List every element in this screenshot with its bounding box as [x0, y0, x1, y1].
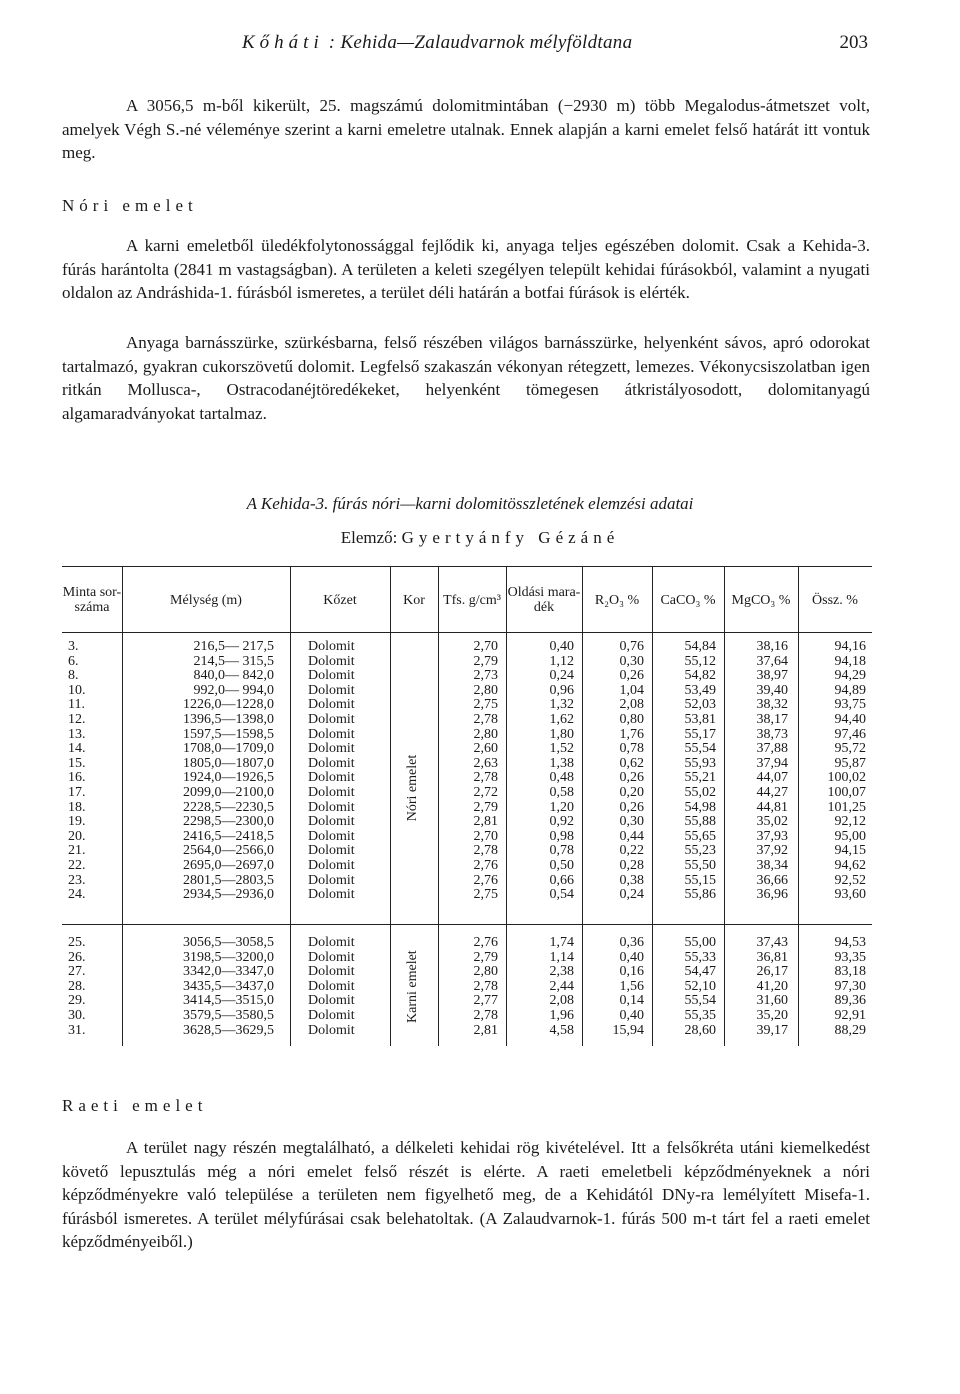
table-cell-depth: 2228,5—2230,5 — [183, 799, 274, 815]
table-cell-r2o3: 1,76 — [619, 726, 644, 742]
table-cell-rock: Dolomit — [308, 668, 355, 684]
table-cell-depth: 1597,5—1598,5 — [183, 726, 274, 742]
table-cell-caco3: 55,15 — [684, 872, 716, 888]
table-cell-density: 2,79 — [473, 949, 498, 965]
table-cell-rock: Dolomit — [308, 639, 355, 654]
table-cell-total: 89,36 — [834, 993, 866, 1009]
table-cell-depth: 1708,0—1709,0 — [183, 741, 274, 757]
table-cell-residue: 0,98 — [549, 828, 574, 844]
table-cell-mgco3: 38,97 — [756, 668, 788, 684]
table-cell-sample-number: 28. — [68, 978, 86, 994]
table-cell-density: 2,70 — [473, 639, 498, 654]
table-cell-caco3: 54,47 — [684, 964, 716, 980]
table-cell-residue: 4,58 — [549, 1022, 574, 1038]
table-top-rule — [62, 566, 872, 567]
table-cell-sample-number: 19. — [68, 814, 86, 830]
table-cell-mgco3: 36,81 — [756, 949, 788, 965]
table-cell-caco3: 55,17 — [684, 726, 716, 742]
column-mgco3 — [724, 640, 788, 903]
nori-paragraph-1 — [62, 234, 870, 305]
header-minta: Minta sor-száma — [62, 585, 122, 615]
table-cell-sample-number: 20. — [68, 828, 86, 844]
table-cell-sample-number: 18. — [68, 799, 86, 815]
table-cell-sample-number: 10. — [68, 682, 86, 698]
table-cell-density: 2,73 — [473, 668, 498, 684]
table-cell-rock: Dolomit — [308, 1022, 355, 1038]
table-cell-caco3: 55,65 — [684, 828, 716, 844]
table-cell-density: 2,76 — [473, 935, 498, 950]
table-cell-total: 94,62 — [834, 857, 866, 873]
table-cell-density: 2,75 — [473, 887, 498, 903]
table-cell-rock: Dolomit — [308, 814, 355, 830]
table-analyst — [0, 528, 960, 548]
table-cell-residue: 0,40 — [549, 639, 574, 654]
table-cell-r2o3: 0,22 — [619, 843, 644, 859]
table-cell-caco3: 54,84 — [684, 639, 716, 654]
table-cell-rock: Dolomit — [308, 726, 355, 742]
table-cell-caco3: 54,82 — [684, 668, 716, 684]
table-cell-depth: 216,5— 217,5 — [193, 639, 274, 654]
table-cell-rock: Dolomit — [308, 857, 355, 873]
table-title — [0, 494, 960, 514]
table-cell-sample-number: 27. — [68, 964, 86, 980]
table-cell-rock: Dolomit — [308, 978, 355, 994]
table-cell-total: 100,02 — [827, 770, 866, 786]
table-cell-residue: 1,74 — [549, 935, 574, 950]
table-cell-total: 94,16 — [834, 639, 866, 654]
table-cell-depth: 2099,0—2100,0 — [183, 784, 274, 800]
table-cell-total: 93,35 — [834, 949, 866, 965]
table-cell-density: 2,79 — [473, 799, 498, 815]
table-cell-r2o3: 0,40 — [619, 949, 644, 965]
analyst-label: Elemző: — [340, 528, 402, 547]
table-cell-rock: Dolomit — [308, 682, 355, 698]
table-cell-residue: 1,62 — [549, 711, 574, 727]
table-cell-total: 94,18 — [834, 653, 866, 669]
table-cell-density: 2,78 — [473, 1007, 498, 1023]
table-cell-rock: Dolomit — [308, 1007, 355, 1023]
table-cell-mgco3: 35,02 — [756, 814, 788, 830]
analyst-name: Gyertyánfy Gézáné — [401, 528, 620, 547]
table-cell-caco3: 55,86 — [684, 887, 716, 903]
table-cell-depth: 3628,5—3629,5 — [183, 1022, 274, 1038]
table-cell-mgco3: 35,20 — [756, 1007, 788, 1023]
column-rock — [308, 640, 388, 903]
nori-paragraph-1-text: A karni emeletből üledékfolytonossággal fejlődik ki, anyaga teljes egészében dolomit. Csak a Kehida-3. fúrás harántolta (2841 m vastagságban). A területen a keleti szegélyen települt kehidai fúrásokból, valamint a nyugati oldalon az Andráshida-1. fúrásból ismeretes, a terület déli határán a botfai fúrások is elérték. — [62, 236, 870, 302]
table-cell-depth: 3435,5—3437,0 — [183, 978, 274, 994]
table-cell-density: 2,78 — [473, 711, 498, 727]
table-cell-caco3: 55,35 — [684, 1007, 716, 1023]
table-cell-density: 2,81 — [473, 1022, 498, 1038]
table-cell-sample-number: 25. — [68, 935, 86, 950]
table-cell-sample-number: 24. — [68, 887, 86, 903]
table-cell-residue: 0,96 — [549, 682, 574, 698]
table-group-rule — [62, 924, 872, 925]
table-cell-total: 101,25 — [827, 799, 866, 815]
table-cell-density: 2,70 — [473, 828, 498, 844]
table-cell-residue: 1,96 — [549, 1007, 574, 1023]
table-cell-rock: Dolomit — [308, 993, 355, 1009]
table-cell-r2o3: 1,04 — [619, 682, 644, 698]
header-mgco3: MgCO₃ % — [731, 592, 791, 608]
table-cell-mgco3: 44,27 — [756, 784, 788, 800]
table-cell-density: 2,63 — [473, 755, 498, 771]
table-cell-residue: 0,54 — [549, 887, 574, 903]
table-cell-sample-number: 26. — [68, 949, 86, 965]
table-cell-caco3: 55,93 — [684, 755, 716, 771]
header-kor: Kor — [403, 592, 425, 608]
table-cell-rock: Dolomit — [308, 741, 355, 757]
intro-paragraph — [62, 94, 870, 165]
table-cell-mgco3: 44,81 — [756, 799, 788, 815]
table-cell-depth: 3579,5—3580,5 — [183, 1007, 274, 1023]
col-divider — [290, 566, 291, 1046]
header-ossz: Össz. % — [812, 592, 858, 608]
table-cell-total: 88,29 — [834, 1022, 866, 1038]
table-cell-mgco3: 31,60 — [756, 993, 788, 1009]
column-total — [798, 640, 866, 903]
table-cell-sample-number: 15. — [68, 755, 86, 771]
header-tfs: Tfs. g/cm³ — [443, 592, 501, 608]
table-cell-total: 92,52 — [834, 872, 866, 888]
table-cell-r2o3: 0,26 — [619, 770, 644, 786]
table-cell-mgco3: 41,20 — [756, 978, 788, 994]
header-r2o3: R₂O₃ % — [594, 592, 640, 608]
group-label-karni: Karni emelet — [405, 950, 420, 1023]
table-cell-mgco3: 39,17 — [756, 1022, 788, 1038]
table-cell-sample-number: 13. — [68, 726, 86, 742]
table-cell-residue: 1,20 — [549, 799, 574, 815]
table-cell-r2o3: 0,44 — [619, 828, 644, 844]
table-cell-r2o3: 0,78 — [619, 741, 644, 757]
table-cell-depth: 214,5— 315,5 — [193, 653, 274, 669]
table-cell-density: 2,78 — [473, 843, 498, 859]
table-header-rule — [62, 632, 872, 633]
column-residue — [506, 936, 574, 1038]
table-cell-rock: Dolomit — [308, 799, 355, 815]
table-cell-depth: 3414,5—3515,0 — [183, 993, 274, 1009]
running-title-text: : Kehida—Zalaudvarnok mélyföldtana — [323, 32, 633, 53]
column-sample-number — [68, 936, 118, 1038]
header-oldasi: Oldási mara-dék — [507, 585, 581, 615]
column-depth — [144, 640, 274, 903]
table-cell-residue: 0,66 — [549, 872, 574, 888]
table-cell-caco3: 54,98 — [684, 799, 716, 815]
table-cell-rock: Dolomit — [308, 949, 355, 965]
table-cell-density: 2,76 — [473, 872, 498, 888]
table-cell-rock: Dolomit — [308, 935, 355, 950]
table-cell-total: 97,46 — [834, 726, 866, 742]
table-cell-mgco3: 36,96 — [756, 887, 788, 903]
table-cell-residue: 0,48 — [549, 770, 574, 786]
running-header — [62, 30, 870, 60]
table-cell-rock: Dolomit — [308, 755, 355, 771]
analysis-table — [62, 566, 872, 1046]
table-cell-r2o3: 0,20 — [619, 784, 644, 800]
table-cell-r2o3: 0,26 — [619, 799, 644, 815]
table-cell-density: 2,80 — [473, 726, 498, 742]
table-cell-depth: 992,0— 994,0 — [193, 682, 274, 698]
table-cell-caco3: 55,54 — [684, 993, 716, 1009]
table-cell-caco3: 55,23 — [684, 843, 716, 859]
table-cell-r2o3: 15,94 — [612, 1022, 644, 1038]
column-mgco3 — [724, 936, 788, 1038]
table-title-text: A Kehida-3. fúrás nóri—karni dolomitösszletének elemzési adatai — [246, 494, 694, 513]
table-cell-mgco3: 37,93 — [756, 828, 788, 844]
col-divider — [390, 566, 391, 1046]
table-cell-sample-number: 6. — [68, 653, 79, 669]
table-cell-mgco3: 37,88 — [756, 741, 788, 757]
table-cell-sample-number: 29. — [68, 993, 86, 1009]
table-cell-density: 2,81 — [473, 814, 498, 830]
raeti-paragraph — [62, 1136, 870, 1254]
table-cell-caco3: 55,02 — [684, 784, 716, 800]
table-cell-mgco3: 38,32 — [756, 697, 788, 713]
table-cell-r2o3: 0,80 — [619, 711, 644, 727]
table-cell-residue: 2,44 — [549, 978, 574, 994]
nori-heading: Nóri emelet — [62, 196, 198, 215]
table-cell-depth: 2416,5—2418,5 — [183, 828, 274, 844]
table-cell-mgco3: 37,94 — [756, 755, 788, 771]
table-cell-rock: Dolomit — [308, 784, 355, 800]
table-cell-depth: 2298,5—2300,0 — [183, 814, 274, 830]
table-cell-depth: 2801,5—2803,5 — [183, 872, 274, 888]
table-cell-sample-number: 30. — [68, 1007, 86, 1023]
table-cell-sample-number: 17. — [68, 784, 86, 800]
table-cell-total: 93,60 — [834, 887, 866, 903]
table-cell-total: 94,53 — [834, 935, 866, 950]
table-cell-rock: Dolomit — [308, 711, 355, 727]
column-r2o3 — [582, 640, 644, 903]
table-cell-sample-number: 31. — [68, 1022, 86, 1038]
table-cell-r2o3: 2,08 — [619, 697, 644, 713]
table-cell-sample-number: 14. — [68, 741, 86, 757]
table-cell-mgco3: 38,16 — [756, 639, 788, 654]
table-cell-sample-number: 12. — [68, 711, 86, 727]
table-cell-mgco3: 38,73 — [756, 726, 788, 742]
table-cell-total: 95,00 — [834, 828, 866, 844]
column-density — [438, 640, 498, 903]
table-cell-residue: 0,58 — [549, 784, 574, 800]
table-cell-residue: 2,38 — [549, 964, 574, 980]
table-cell-caco3: 55,21 — [684, 770, 716, 786]
column-depth — [144, 936, 274, 1038]
header-kozet: Kőzet — [323, 592, 357, 608]
table-cell-depth: 2695,0—2697,0 — [183, 857, 274, 873]
table-cell-density: 2,78 — [473, 978, 498, 994]
table-cell-r2o3: 0,24 — [619, 887, 644, 903]
table-cell-total: 94,40 — [834, 711, 866, 727]
table-cell-mgco3: 37,64 — [756, 653, 788, 669]
table-cell-depth: 2564,0—2566,0 — [183, 843, 274, 859]
table-cell-r2o3: 0,38 — [619, 872, 644, 888]
table-cell-depth: 2934,5—2936,0 — [183, 887, 274, 903]
table-cell-depth: 1226,0—1228,0 — [183, 697, 274, 713]
page-number: 203 — [839, 32, 868, 53]
table-cell-depth: 3056,5—3058,5 — [183, 935, 274, 950]
table-cell-caco3: 53,49 — [684, 682, 716, 698]
table-cell-residue: 1,80 — [549, 726, 574, 742]
table-cell-total: 95,87 — [834, 755, 866, 771]
table-cell-depth: 1805,0—1807,0 — [183, 755, 274, 771]
table-cell-total: 94,89 — [834, 682, 866, 698]
table-cell-density: 2,80 — [473, 964, 498, 980]
table-cell-residue: 0,50 — [549, 857, 574, 873]
table-cell-residue: 0,24 — [549, 668, 574, 684]
table-cell-density: 2,78 — [473, 770, 498, 786]
table-cell-rock: Dolomit — [308, 843, 355, 859]
table-cell-rock: Dolomit — [308, 697, 355, 713]
table-cell-sample-number: 23. — [68, 872, 86, 888]
table-cell-density: 2,72 — [473, 784, 498, 800]
table-cell-sample-number: 11. — [68, 697, 85, 713]
table-cell-depth: 3342,0—3347,0 — [183, 964, 274, 980]
table-cell-rock: Dolomit — [308, 653, 355, 669]
table-cell-density: 2,76 — [473, 857, 498, 873]
table-cell-density: 2,60 — [473, 741, 498, 757]
table-cell-caco3: 52,03 — [684, 697, 716, 713]
table-cell-caco3: 28,60 — [684, 1022, 716, 1038]
running-title-author: Kőháti — [242, 32, 324, 53]
table-cell-r2o3: 0,16 — [619, 964, 644, 980]
nori-paragraph-2-text: Anyaga barnásszürke, szürkésbarna, felső részében világos barnásszürke, helyenként sávos, apró odorokat tartalmazó, gyakran cukorszövetű dolomit. Legfelső szakaszán vékonyan rétegzett, lemezes. Vékonycsiszolatban igen ritkán Mollusca-, Ostracodanéjtöredékeket, helyenként tömegesen átkristályosodott, dolomitanyagú algamaradványokat tartalmaz. — [62, 333, 870, 423]
table-cell-mgco3: 37,92 — [756, 843, 788, 859]
table-cell-caco3: 55,00 — [684, 935, 716, 950]
column-residue — [506, 640, 574, 903]
table-cell-mgco3: 38,34 — [756, 857, 788, 873]
table-cell-mgco3: 44,07 — [756, 770, 788, 786]
table-cell-residue: 0,92 — [549, 814, 574, 830]
column-caco3 — [652, 640, 716, 903]
table-cell-sample-number: 3. — [68, 639, 79, 654]
table-cell-caco3: 55,88 — [684, 814, 716, 830]
table-cell-caco3: 55,54 — [684, 741, 716, 757]
table-cell-total: 93,75 — [834, 697, 866, 713]
table-cell-caco3: 52,10 — [684, 978, 716, 994]
table-cell-density: 2,80 — [473, 682, 498, 698]
table-cell-caco3: 55,12 — [684, 653, 716, 669]
table-cell-residue: 1,52 — [549, 741, 574, 757]
table-cell-mgco3: 38,17 — [756, 711, 788, 727]
table-cell-sample-number: 16. — [68, 770, 86, 786]
table-cell-r2o3: 0,14 — [619, 993, 644, 1009]
table-cell-density: 2,77 — [473, 993, 498, 1009]
table-cell-sample-number: 21. — [68, 843, 86, 859]
table-cell-rock: Dolomit — [308, 872, 355, 888]
table-cell-residue: 1,14 — [549, 949, 574, 965]
column-r2o3 — [582, 936, 644, 1038]
table-cell-rock: Dolomit — [308, 887, 355, 903]
table-cell-caco3: 53,81 — [684, 711, 716, 727]
table-cell-r2o3: 0,28 — [619, 857, 644, 873]
table-cell-caco3: 55,33 — [684, 949, 716, 965]
col-divider — [122, 566, 123, 1046]
table-cell-residue: 2,08 — [549, 993, 574, 1009]
table-cell-caco3: 55,50 — [684, 857, 716, 873]
table-cell-density: 2,79 — [473, 653, 498, 669]
table-cell-total: 94,15 — [834, 843, 866, 859]
column-total — [798, 936, 866, 1038]
table-cell-r2o3: 0,30 — [619, 814, 644, 830]
table-cell-rock: Dolomit — [308, 964, 355, 980]
table-cell-residue: 1,38 — [549, 755, 574, 771]
table-cell-total: 92,91 — [834, 1007, 866, 1023]
table-cell-r2o3: 0,76 — [619, 639, 644, 654]
table-cell-total: 97,30 — [834, 978, 866, 994]
table-cell-r2o3: 0,36 — [619, 935, 644, 950]
table-cell-mgco3: 37,43 — [756, 935, 788, 950]
table-cell-total: 83,18 — [834, 964, 866, 980]
nori-paragraph-2 — [62, 331, 870, 425]
table-cell-rock: Dolomit — [308, 770, 355, 786]
table-cell-residue: 1,12 — [549, 653, 574, 669]
table-cell-mgco3: 39,40 — [756, 682, 788, 698]
table-cell-rock: Dolomit — [308, 828, 355, 844]
header-melyseg: Mélység (m) — [170, 592, 242, 608]
column-caco3 — [652, 936, 716, 1038]
intro-text: A 3056,5 m-ből kikerült, 25. magszámú dolomitmintában (−2930 m) több Megalodus-átmetszet volt, amelyek Végh S.-né véleménye szerint a karni emeletre utalnak. Ennek alapján a karni emelet felső határát itt vontuk meg. — [62, 96, 870, 162]
table-cell-total: 100,07 — [827, 784, 866, 800]
table-cell-residue: 1,32 — [549, 697, 574, 713]
table-cell-total: 92,12 — [834, 814, 866, 830]
table-cell-mgco3: 36,66 — [756, 872, 788, 888]
table-cell-r2o3: 0,30 — [619, 653, 644, 669]
raeti-paragraph-text: A terület nagy részén megtalálható, a délkeleti kehidai rög kivételével. Itt a felsőkréta utáni kiemelkedést követő lepusztulás még a nóri emelet felső részét is elérte. A raeti emeletbeli képződményeknek a nóri képződményekre való települése a területen nem figyelhető meg, de a Kehidától DNy-ra lemélyített Misefa-1. fúrásból ismeretes. A terület mélyfúrásai csak belehatoltak. (A Zalaudvarnok-1. fúrás 500 m-t tárt fel a raeti emelet képződményeiből.) — [62, 1138, 870, 1251]
table-cell-r2o3: 1,56 — [619, 978, 644, 994]
table-cell-total: 95,72 — [834, 741, 866, 757]
column-rock — [308, 936, 388, 1038]
table-cell-residue: 0,78 — [549, 843, 574, 859]
group-label-nori: Nóri emelet — [405, 754, 420, 822]
header-caco3: CaCO₃ % — [660, 592, 716, 608]
table-cell-total: 94,29 — [834, 668, 866, 684]
table-cell-depth: 3198,5—3200,0 — [183, 949, 274, 965]
table-cell-mgco3: 26,17 — [756, 964, 788, 980]
column-sample-number — [68, 640, 118, 903]
table-cell-sample-number: 22. — [68, 857, 86, 873]
table-cell-r2o3: 0,62 — [619, 755, 644, 771]
running-title — [242, 32, 632, 54]
table-cell-r2o3: 0,40 — [619, 1007, 644, 1023]
table-cell-depth: 1924,0—1926,5 — [183, 770, 274, 786]
table-cell-r2o3: 0,26 — [619, 668, 644, 684]
table-cell-depth: 1396,5—1398,0 — [183, 711, 274, 727]
table-cell-sample-number: 8. — [68, 668, 79, 684]
table-cell-depth: 840,0— 842,0 — [193, 668, 274, 684]
table-cell-density: 2,75 — [473, 697, 498, 713]
column-density — [438, 936, 498, 1038]
raeti-heading: Raeti emelet — [62, 1096, 208, 1115]
